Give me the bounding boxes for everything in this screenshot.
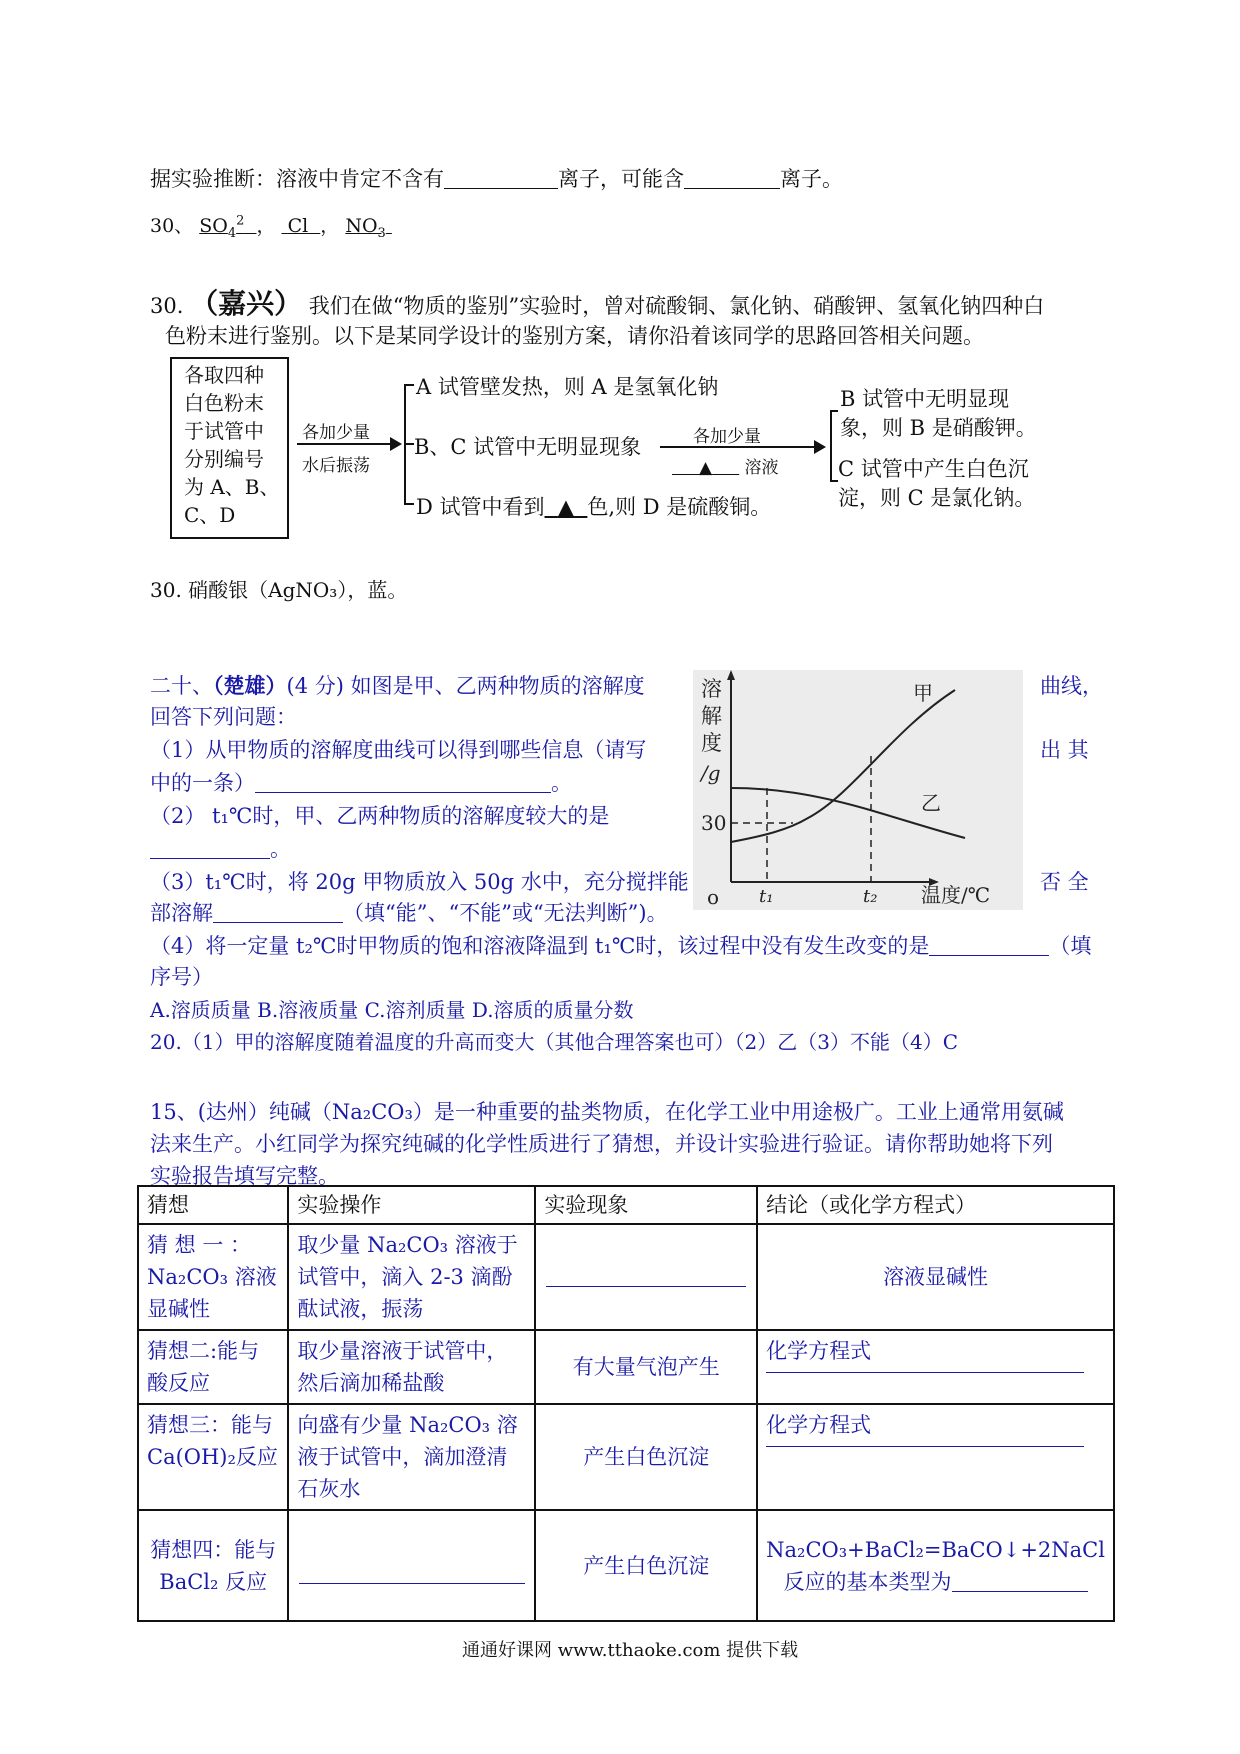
cell-guess: 猜想二:能与酸反应 xyxy=(138,1330,288,1404)
arrow2-label-bottom: ▲ 溶液 xyxy=(672,453,779,478)
arrow2-line xyxy=(660,446,816,448)
cell-phenomenon: 产生白色沉淀 xyxy=(535,1510,757,1621)
answer-blank xyxy=(255,791,551,793)
bracket2 xyxy=(830,410,832,481)
answer-no3: $NO_3$ xyxy=(345,215,386,241)
footer: 通通好课网 www.tthaoke.com 提供下载 xyxy=(462,1640,799,1661)
graph-label-jia: 甲 xyxy=(913,681,933,705)
q20-p2: （2） t₁℃时，甲、乙两种物质的溶解度较大的是 xyxy=(150,804,610,828)
table-header-row xyxy=(138,1186,1114,1224)
graph-t2: t₂ xyxy=(863,886,878,907)
answer-blank xyxy=(684,187,780,189)
q20-p4-cont: 序号） xyxy=(150,965,213,989)
q20-line2: 回答下列问题： xyxy=(150,705,297,729)
cell-conclusion[interactable]: 化学方程式 xyxy=(757,1404,1114,1510)
q15-intro1: 15、(达州）纯碱（Na₂CO₃）是一种重要的盐类物质，在化学工业中用途极广。工业上通常用氨碱 xyxy=(150,1100,1064,1124)
q20-p3-cont: 部溶解 （填“能”、“不能”或“无法判断”)。 xyxy=(150,901,668,925)
cell-phenomenon: 产生白色沉淀 xyxy=(535,1404,757,1510)
experiment-report-table xyxy=(137,1185,1115,1622)
cell-guess: 猜 想 一 ：Na₂CO₃ 溶液显碱性 xyxy=(138,1224,288,1330)
header-operation: 实验操作 xyxy=(288,1186,535,1224)
curve-jia xyxy=(731,690,955,842)
answer-blank xyxy=(150,857,270,859)
q15-intro3: 实验报告填写完整。 xyxy=(150,1164,339,1188)
arrow2-head-icon xyxy=(814,440,826,454)
cell-operation: 取少量 Na₂CO₃ 溶液于试管中，滴入 2-3 滴酚酞试液，振荡 xyxy=(288,1224,535,1330)
header-phenomenon: 实验现象 xyxy=(535,1186,757,1224)
cell-conclusion[interactable]: 化学方程式 xyxy=(757,1330,1114,1404)
prev-answer-line: 30、 $SO_4^2$ ， Cl ， $NO_3$ xyxy=(150,211,392,241)
bracket1-tick xyxy=(404,443,414,445)
bracket1-tick xyxy=(404,503,414,505)
header-conclusion: 结论（或化学方程式） xyxy=(757,1186,1114,1224)
branch-a: A 试管壁发热，则 A 是氢氧化钠 xyxy=(416,375,719,399)
bracket2-tick xyxy=(830,410,838,412)
graph-ylabel-1: 溶 xyxy=(701,677,722,701)
graph-ylabel-3: 度 xyxy=(701,731,722,755)
graph-y-tick-30: 30 xyxy=(701,811,727,835)
result-c: C 试管中产生白色沉 淀，则 C 是氯化钠。 xyxy=(838,457,1036,510)
cell-operation: 向盛有少量 Na₂CO₃ 溶液于试管中，滴加澄清石灰水 xyxy=(288,1404,535,1510)
q30-line1: 30. （嘉兴） 我们在做“物质的鉴别”实验时，曾对硫酸铜、氯化钠、硝酸钾、氢氧化钠四种白 xyxy=(150,287,1045,320)
prev-question-line: 据实验推断：溶液中肯定不含有 离子，可能含 离子。 xyxy=(150,167,843,191)
q20-answer: 20.（1）甲的溶解度随着温度的升高而变大（其他合理答案也可）（2）乙（3）不能（4）C xyxy=(150,1030,959,1054)
cell-guess: 猜想四：能与 BaCl₂ 反应 xyxy=(138,1510,288,1621)
cell-operation-blank[interactable] xyxy=(288,1510,535,1621)
q20-p4: （4）将一定量 t₂℃时甲物质的饱和溶液降温到 t₁℃时，该过程中没有发生改变的是 （填 xyxy=(150,934,1092,958)
table-row xyxy=(138,1224,1114,1330)
table-row xyxy=(138,1510,1114,1621)
q20-p1-end: 出 其 xyxy=(1040,738,1089,762)
answer-so4: $SO_4^2$ xyxy=(199,213,245,241)
answer-blank xyxy=(213,921,343,923)
graph-t1: t₁ xyxy=(759,886,774,907)
solubility-graph xyxy=(693,670,1023,910)
header-guess: 猜想 xyxy=(138,1186,288,1224)
q20-p1-cont: 中的一条） 。 xyxy=(150,771,572,795)
graph-ylabel-4: /g xyxy=(701,761,721,785)
q20-line1-end: 曲线， xyxy=(1040,674,1103,698)
arrow1-line xyxy=(297,443,392,445)
q15-intro2: 法来生产。小红同学为探究纯碱的化学性质进行了猜想，并设计实验进行验证。请你帮助她将下列 xyxy=(150,1132,1053,1156)
q20-options: A.溶质质量 B.溶液质量 C.溶剂质量 D.溶质的质量分数 xyxy=(150,998,634,1022)
answer-blank xyxy=(444,187,558,189)
q20-p2-cont: 。 xyxy=(150,833,291,863)
flow-start-text: 各取四种 白色粉末 于试管中 分别编号 为 A、B、 C、D xyxy=(184,363,280,527)
graph-ylabel-2: 解 xyxy=(701,704,722,728)
graph-origin: o xyxy=(707,885,720,909)
branch-d: D 试管中看到 ▲ 色,则 D 是硫酸铜。 xyxy=(416,495,772,519)
graph-xlabel: 温度/℃ xyxy=(921,883,991,907)
cell-conclusion[interactable]: Na₂CO₃+BaCl₂=BaCO↓+2NaCl 反应的基本类型为 xyxy=(757,1510,1114,1621)
table-row xyxy=(138,1330,1114,1404)
q20-p1: （1）从甲物质的溶解度曲线可以得到哪些信息（请写 xyxy=(150,738,647,762)
arrow1-label-bottom: 水后振荡 xyxy=(302,456,370,476)
branch-bc: B、C 试管中无明显现象 xyxy=(414,435,642,459)
arrow1-head-icon xyxy=(390,437,402,451)
branch-d-blank: ▲ xyxy=(557,495,575,519)
cell-operation: 取少量溶液于试管中，然后滴加稀盐酸 xyxy=(288,1330,535,1404)
graph-label-yi: 乙 xyxy=(921,791,941,815)
result-b: B 试管中无明显现 象，则 B 是硝酸钾。 xyxy=(840,387,1037,440)
bracket1-tick xyxy=(404,384,414,386)
cell-phenomenon: 有大量气泡产生 xyxy=(535,1330,757,1404)
arrow1-label-top: 各加少量 xyxy=(302,423,370,443)
cell-phenomenon-blank[interactable] xyxy=(535,1224,757,1330)
cell-conclusion: 溶液显碱性 xyxy=(757,1224,1114,1330)
arrow2-label-top: 各加少量 xyxy=(693,427,761,447)
answer-cl: Cl xyxy=(287,215,309,237)
q20-p3-end: 否 全 xyxy=(1040,870,1089,894)
q30-source: （嘉兴） xyxy=(190,287,303,320)
q30-answer: 30. 硝酸银（AgNO₃），蓝。 xyxy=(150,578,408,602)
cell-guess: 猜想三：能与 Ca(OH)₂反应 xyxy=(138,1404,288,1510)
graph-y-arrow-icon xyxy=(727,670,735,680)
q30-line2: 色粉末进行鉴别。以下是某同学设计的鉴别方案，请你沿着该同学的思路回答相关问题。 xyxy=(165,324,984,348)
q20-line1: 二十、（楚雄）(4 分) 如图是甲、乙两种物质的溶解度 xyxy=(150,673,645,698)
q20-p3: （3）t₁℃时，将 20g 甲物质放入 50g 水中，充分搅拌能 xyxy=(150,870,689,894)
bracket2-tick xyxy=(830,480,838,482)
arrow2-blank: ▲ xyxy=(699,458,713,478)
answer-blank xyxy=(929,954,1049,956)
table-row xyxy=(138,1404,1114,1510)
